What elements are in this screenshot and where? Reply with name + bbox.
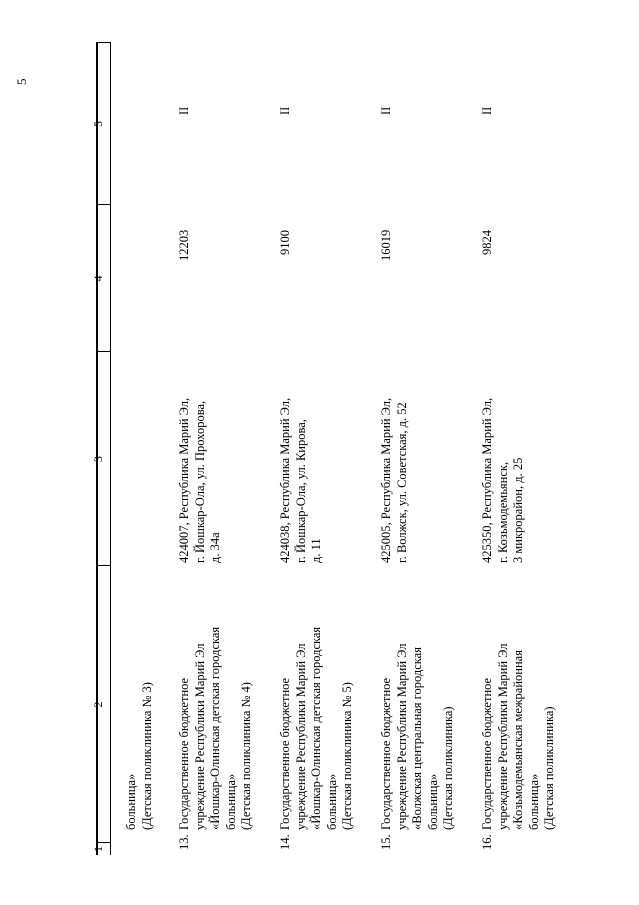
name-line: учреждение Республики Марий Эл: [293, 643, 308, 830]
category: II: [379, 106, 393, 115]
name-line: учреждение Республики Марий Эл: [495, 643, 510, 830]
name-line: «Волжская центральная городская: [410, 647, 424, 830]
value: 16019: [379, 229, 393, 261]
row-number: 15.: [379, 834, 393, 850]
name-line: Государственное бюджетное: [278, 677, 292, 830]
name-line: «Козьмодемьянская межрайонная: [511, 650, 525, 830]
name-line: Государственное бюджетное: [480, 677, 494, 830]
address-line: д. 11: [309, 538, 323, 563]
name-line: больница»: [425, 773, 440, 830]
row-number: 14.: [278, 834, 292, 850]
name-line: больница»: [223, 773, 238, 830]
category: II: [177, 106, 191, 115]
name-line: (Детская поликлиника): [542, 706, 556, 830]
name-line: больница»: [324, 773, 339, 830]
header-col-5: 5: [91, 121, 105, 127]
address-line: г. Йошкар-Ола, ул. Кирова,: [293, 419, 308, 563]
name-line: (Детская поликлиника): [441, 706, 455, 830]
address-line: г. Козьмодемьянск,: [495, 461, 510, 563]
address-line: 425350, Республика Марий Эл,: [480, 397, 494, 563]
row-number: 16.: [480, 834, 494, 850]
name-line: «Йошкар-Олинская детская городская: [208, 626, 222, 830]
value: 12203: [177, 229, 191, 261]
value: 9824: [480, 230, 494, 255]
address-line: д. 34а: [208, 532, 222, 563]
address-line: 424007, Республика Марий Эл,: [177, 397, 191, 563]
institution-name: [177, 570, 255, 830]
fragment-line: больница»: [124, 773, 138, 830]
address-line: 425005, Республика Марий Эл,: [379, 397, 393, 563]
address: [480, 398, 527, 563]
name-line: Государственное бюджетное: [177, 677, 191, 830]
value: 9100: [278, 230, 292, 255]
name-line: (Детская поликлиника № 4): [239, 682, 253, 830]
name-line: учреждение Республики Марий Эл: [192, 643, 207, 830]
header-col-1: 1: [91, 846, 105, 852]
address: [379, 398, 410, 563]
institution-name: [480, 643, 558, 830]
name-line: больница»: [526, 773, 541, 830]
header-bottom-border: [110, 43, 111, 855]
address: [278, 398, 325, 563]
category: II: [278, 106, 292, 115]
address: [177, 398, 224, 563]
header-col-3: 3: [91, 456, 105, 462]
address-line: 3 микрорайон, д. 25: [511, 457, 525, 563]
name-line: Государственное бюджетное: [379, 677, 393, 830]
page-number: 5: [14, 78, 29, 85]
fragment-line: (Детская поликлиника № 3): [139, 682, 154, 830]
row-number: 13.: [177, 834, 191, 850]
institution-name: [278, 627, 356, 830]
category: II: [480, 106, 494, 115]
header-col-2: 2: [91, 701, 105, 708]
name-line: (Детская поликлиника № 5): [340, 682, 354, 830]
institution-name: [379, 643, 457, 830]
name-line: «Йошкар-Олинская детская городская: [309, 626, 323, 830]
name-line: учреждение Республики Марий Эл: [394, 643, 409, 830]
header-col-4: 4: [91, 275, 105, 282]
address-line: г. Волжск, ул. Советская, д. 52: [394, 402, 409, 563]
address-line: 424038, Республика Марий Эл,: [278, 397, 292, 563]
address-line: г. Йошкар-Ола, ул. Прохорова,: [192, 400, 207, 563]
top-fragment: [124, 682, 155, 830]
